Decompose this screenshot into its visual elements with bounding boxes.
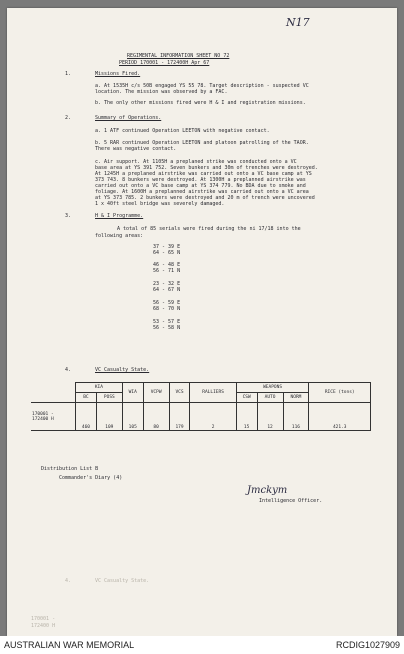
col-csw: CSW (236, 393, 257, 403)
hi-area: 56 - 59 E (153, 300, 181, 306)
sheet-period: PERIOD 170001 - 172400H Apr 67 (119, 60, 210, 66)
col-norm: NORM (283, 393, 309, 403)
footer-id: RCDIG1027909 (335, 640, 400, 650)
col-vcpw: VCPW (143, 383, 169, 403)
col-poss: POSS (96, 393, 122, 403)
hi-area: 64 - 65 N (153, 250, 181, 256)
section-2-c-line7: at YS 373 785. 2 bunkers were destroyed and 20 m of trench were uncovered (95, 195, 315, 201)
hi-area: 56 - 58 N (153, 325, 181, 331)
section-2-c-line6: foliage. At 1600H a preplanned airstrike was carried out onto a VC area (95, 189, 309, 195)
section-3-number: 3. (65, 213, 72, 219)
section-4-heading: VC Casualty State. (95, 367, 150, 373)
row-period (31, 403, 76, 431)
section-2-c-line2: base area at YS 391 752. Seven bunkers and 30m of trenches were destroyed. (95, 165, 318, 171)
vc-casualty-table (31, 382, 371, 431)
cell-wia: 105 (122, 403, 143, 431)
cell-ralliers: 2 (190, 403, 236, 431)
hi-area: 37 - 39 E (153, 244, 181, 250)
bleed-through-number: 4. (65, 578, 72, 584)
section-2-c-line4: 373 743. 8 bunkers were destroyed. At 1300H a preplanned airstrike was (95, 177, 306, 183)
section-1-number: 1. (65, 71, 72, 77)
section-2-a: a. 1 ATF continued Operation LEETON with negative contact. (95, 128, 270, 134)
sheet-title: REGIMENTAL INFORMATION SHEET NO 72 (127, 53, 230, 59)
document-page (7, 8, 397, 636)
section-2-c-line8: 1 x 40ft steel bridge was severely damaged. (95, 201, 225, 207)
row-period-line2: 172400 H (32, 416, 54, 422)
cell-vcs: 179 (169, 403, 190, 431)
col-auto: AUTO (257, 393, 283, 403)
archive-footer (0, 636, 404, 654)
hi-area: 23 - 32 E (153, 281, 181, 287)
signature: Jmckym (247, 485, 288, 496)
section-3-line1: A total of 85 serials were fired during the ni 17/18 into the (117, 226, 301, 232)
distribution-label: Distribution List B (41, 466, 99, 472)
signature-role: Intelligence Officer. (259, 498, 323, 504)
hi-area: 64 - 67 N (153, 287, 181, 293)
col-ralliers: RALLIERS (190, 383, 236, 403)
section-2-c-line3: At 1245H a preplaned airstrike was carried out onto a VC base camp at YS (95, 171, 312, 177)
section-1-a-line2: location. The mission was observed by a FAC. (95, 89, 228, 95)
distribution-entry: Commander's Diary (4) (59, 475, 123, 481)
cell-norm: 116 (283, 403, 309, 431)
section-2-c-line1: c. Air support. At 1105H a preplaned strike was conducted onto a VC (95, 159, 297, 165)
hi-area: 53 - 57 E (153, 319, 181, 325)
hi-area: 68 - 70 N (153, 306, 181, 312)
section-2-c-line5: carried out onto a VC base camp at YS 374 779. No BDA due to smoke and (95, 183, 306, 189)
cell-poss: 109 (96, 403, 122, 431)
cell-auto: 12 (257, 403, 283, 431)
bleed-through-period1: 170001 - (31, 616, 56, 622)
col-weapons: WEAPONS (236, 383, 309, 393)
cell-bc: 460 (76, 403, 97, 431)
hi-area: 46 - 48 E (153, 262, 181, 268)
section-2-b-line2: There was negative contact. (95, 146, 177, 152)
section-1-heading: Missions Fired. (95, 71, 141, 77)
col-vcs: VCS (169, 383, 190, 403)
footer-source: AUSTRALIAN WAR MEMORIAL (4, 640, 135, 650)
col-kia: KIA (76, 383, 123, 393)
row-period-line1: 170001 - (32, 411, 54, 417)
cell-vcpw: 80 (143, 403, 169, 431)
corner-mark: N17 (286, 16, 310, 29)
section-3-heading: H & I Programme. (95, 213, 144, 219)
cell-csw: 15 (236, 403, 257, 431)
section-2-number: 2. (65, 115, 72, 121)
col-bc: BC (76, 393, 97, 403)
bleed-through-period2: 172400 H (31, 623, 56, 629)
section-2-heading: Summary of Operations. (95, 115, 162, 121)
section-3-line2: following areas: (95, 233, 144, 239)
bleed-through-heading: VC Casualty State. (95, 578, 150, 584)
hi-area: 56 - 71 N (153, 268, 181, 274)
col-rice: RICE (tons) (309, 383, 371, 403)
section-4-number: 4. (65, 367, 72, 373)
cell-rice: 421.3 (309, 403, 371, 431)
col-wia: WIA (122, 383, 143, 403)
section-1-b: b. The only other missions fired were H & I and registration missions. (95, 100, 306, 106)
section-2-b-line1: b. 5 RAR continued Operation LEETON and platoon patrolling of the TAOR. (95, 140, 309, 146)
section-1-a-line1: a. At 1535H c/s 50B engaged YS 55 78. Target description - suspected VC (95, 83, 309, 89)
